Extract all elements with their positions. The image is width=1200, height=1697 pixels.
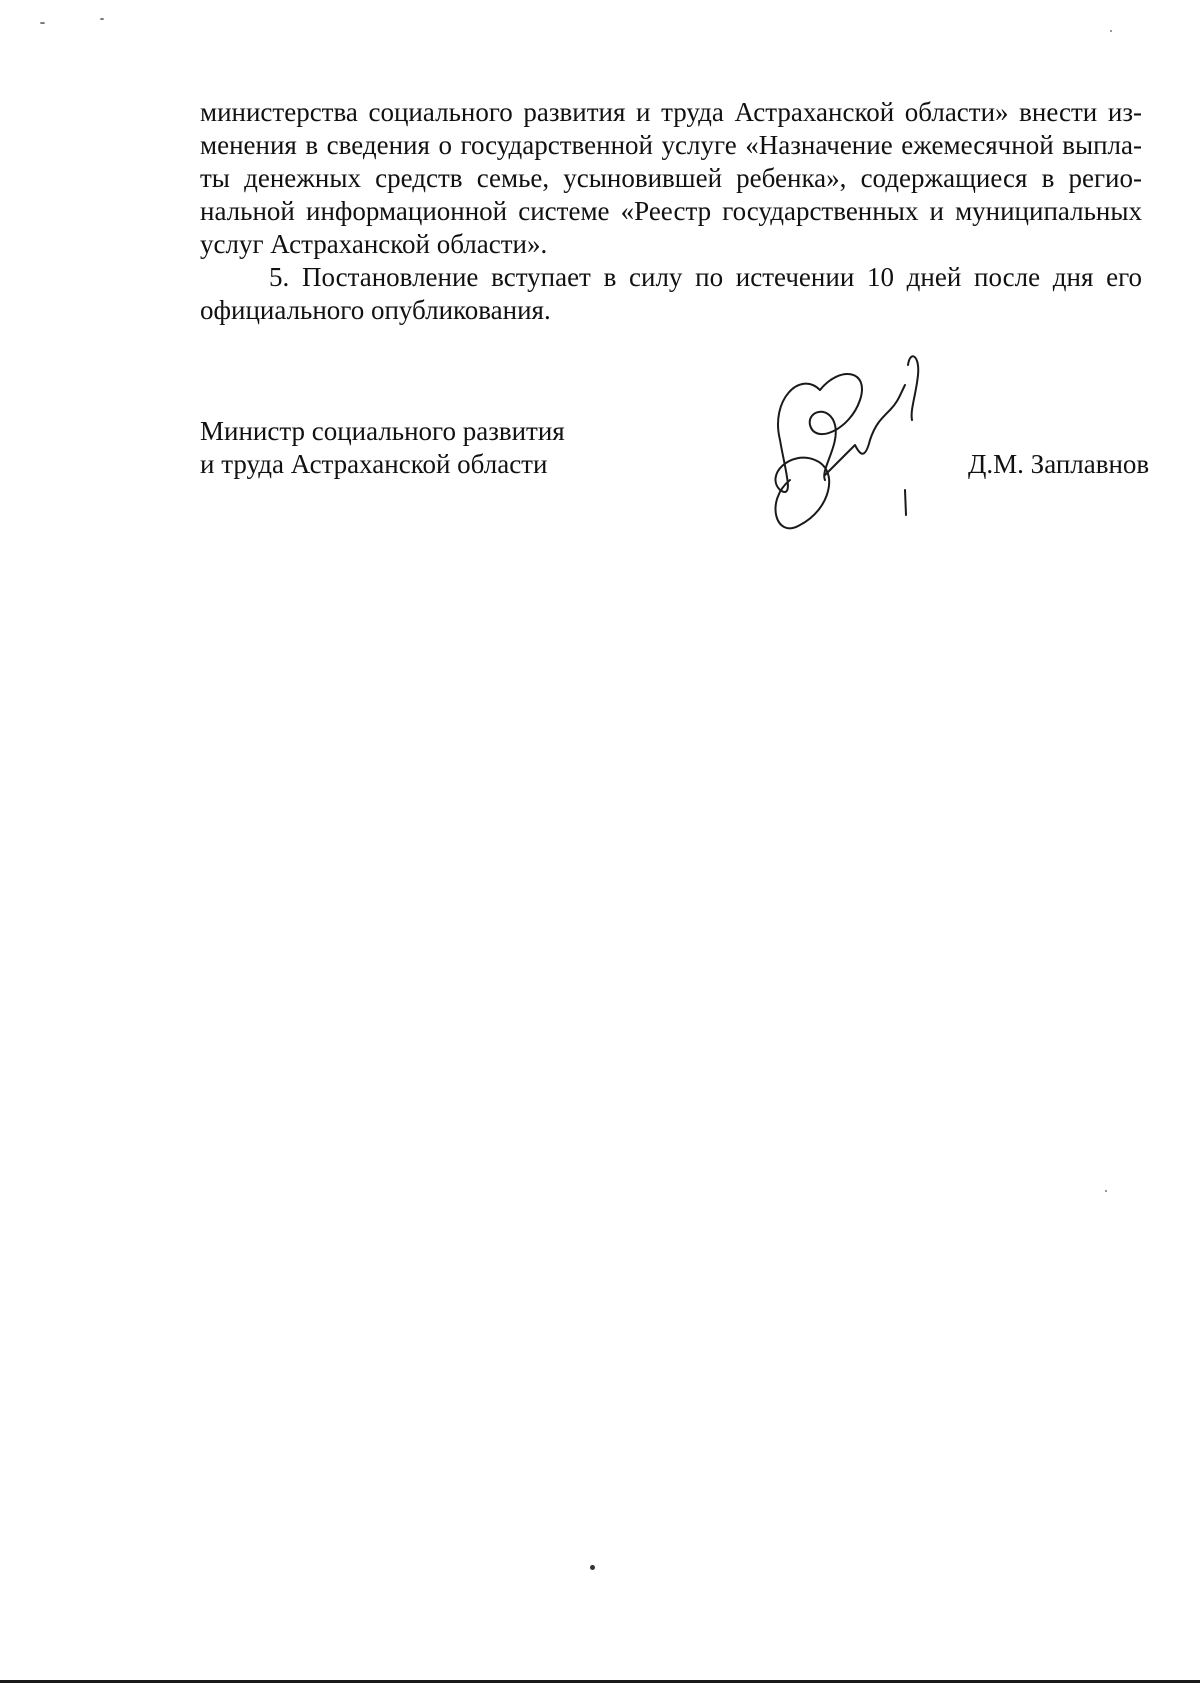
text-line: нальной информационной системе «Реестр государственных и муниципальных <box>200 196 1142 226</box>
text-line: ты денежных средств семье, усыновившей ребенка», содержащиеся в регио- <box>200 163 1142 193</box>
handwritten-signature <box>760 350 940 550</box>
scan-speck <box>100 18 104 20</box>
scan-speck <box>590 1565 595 1570</box>
paragraph-5-line: 5. Постановление вступает в силу по истечении 10 дней после дня его <box>269 262 1142 292</box>
body-text <box>200 96 1142 327</box>
scan-speck <box>1110 30 1112 32</box>
text-line: министерства социального развития и труда Астраханской области» внести из- <box>200 97 1142 127</box>
text-line: услуг Астраханской области». <box>200 229 548 259</box>
signatory-title <box>200 415 565 481</box>
text-line: менения в сведения о государственной услуге «Назначение ежемесячной выпла- <box>200 130 1142 160</box>
scan-speck <box>1105 1190 1107 1192</box>
signatory-name: Д.М. Заплавнов <box>968 449 1150 479</box>
scan-speck <box>40 22 45 24</box>
scan-edge-line <box>0 1680 1200 1683</box>
paragraph-5-line: официального опубликования. <box>200 295 551 325</box>
signatory-title-line: Министр социального развития <box>200 416 565 446</box>
signatory-title-line: и труда Астраханской области <box>200 449 548 479</box>
